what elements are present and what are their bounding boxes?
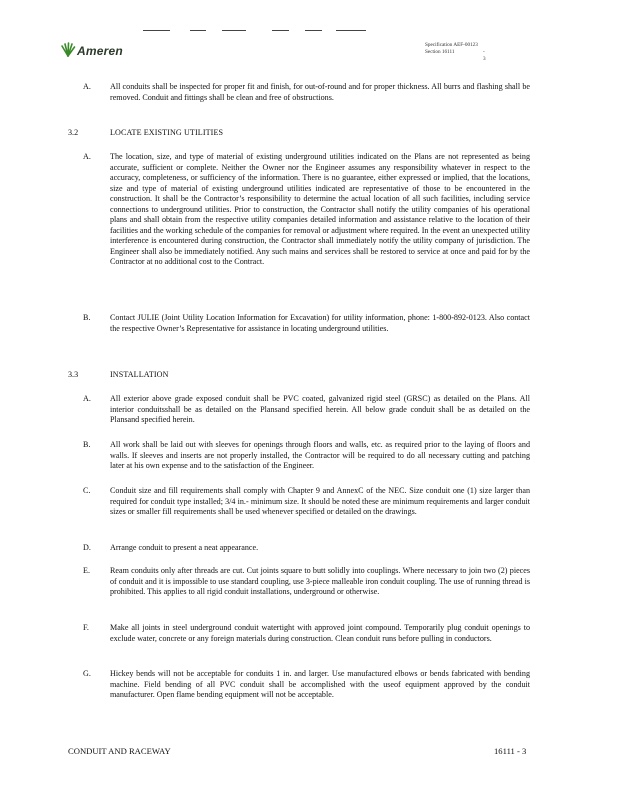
ameren-logo: [60, 40, 180, 64]
section-title: INSTALLATION: [110, 370, 169, 379]
para-letter: C.: [83, 486, 91, 495]
para-letter: F.: [83, 623, 89, 632]
para-3-2-b: Contact JULIE (Joint Utility Location Information for Excavation) for utility information, phone: 1-800-892-0123. Also contact the respective Owner’s Representative for assistance in locating underground utilities.: [110, 313, 530, 333]
para-3-3-c: Conduit size and fill requirements shall comply with Chapter 9 and AnnexC of the NEC. Size conduit one (1) size larger than required for conduit type installed; 3/4 in.- minimum size. It should be noted these are minimum requirements and larger conduit sizes or smaller fill requirements shall be used whenever specified or detailed on the drawings.: [110, 486, 530, 516]
para-3-3-f: Make all joints in steel underground conduit watertight with approved joint compound. Temporarily plug conduit openings to exclude water, concrete or any foreign materials during construction. Clean conduit runs before pulling in conductors.: [110, 623, 530, 643]
spec-line-1: Specification AEF-00123: [425, 42, 478, 48]
spec-line-2: Section 16111: [425, 49, 455, 55]
para-letter: E.: [83, 566, 90, 575]
para-letter: A.: [83, 82, 91, 91]
para-3-2-a: The location, size, and type of material of existing underground utilities indicated on the Plans are not represented as being accurate, sufficient or complete. Neither the Owner nor the Engineer assumes any responsibility whatever in respect to the accuracy, completeness, or sufficiency of the information. There is no guarantee, either expressed or implied, that the locations, size and type of material of existing underground utilities indicated are representative of those to be encountered in the construction. It shall be the Contractor’s responsibility to determine the actual location of all such facilities, including service connections to underground utilities. Prior to construction, the Contractor shall notify the utility companies of his operational plans and shall obtain from the respective utility companies detailed information and assistance relative to the location of their facilities and the working schedule of the companies for removal or adjustment where required. In the event an unexpected utility interference is encountered during construction, the Contractor shall immediately notify the utility company of jurisdiction. The Engineer shall also be immediately notified. Any such mains and services shall be restored to service at once and paid for by the Contractor at no additional cost to the Contract.: [110, 152, 530, 266]
para-letter: A.: [83, 152, 91, 161]
para-letter: B.: [83, 440, 91, 449]
para-3-3-b: All work shall be laid out with sleeves for openings through floors and walls, etc. as required prior to the laying of floors and walls. If sleeves and inserts are not properly installed, the Contractor will be required to do all necessary cutting and patching later at his own expense and to the satisfaction of the Engineer.: [110, 440, 530, 470]
section-title: LOCATE EXISTING UTILITIES: [110, 128, 224, 137]
section-number: 3.2: [68, 128, 79, 137]
para-letter: B.: [83, 313, 91, 322]
ameren-burst-icon: [60, 42, 76, 58]
footer-page-number: 16111 - 3: [494, 746, 527, 756]
para-letter: G.: [83, 669, 91, 678]
para-3-3-d: Arrange conduit to present a neat appearance.: [110, 543, 259, 552]
section-number: 3.3: [68, 370, 79, 379]
header-rules: [0, 30, 618, 34]
para-3-3-e: Ream conduits only after threads are cut. Cut joints square to butt solidly into couplings. Where necessary to join two (2) pieces of conduit and it is impossible to use standard coupling, use 3-piece malleable iron conduit coupling. The use of running thread is prohibited. This applies to all rigid conduit installations, underground or otherwise.: [110, 566, 530, 596]
para-prior-a: All conduits shall be inspected for proper fit and finish, for out-of-round and for proper thickness. All burrs and flashing shall be removed. Conduit and fittings shall be clean and free of obstructions.: [110, 82, 530, 102]
para-3-3-a: All exterior above grade exposed conduit shall be PVC coated, galvanized rigid steel (GRSC) as detailed on the Plans. All interior conduitsshall be as detailed on the Plansand specified herein. All below grade conduit shall be as detailed on the Plansand specified herein.: [110, 394, 530, 424]
para-letter: D.: [83, 543, 91, 552]
spec-header: [425, 42, 486, 62]
footer-title: CONDUIT AND RACEWAY: [68, 746, 171, 756]
spec-page-number: - 3: [483, 49, 486, 62]
logo-text: Ameren: [77, 44, 123, 58]
para-letter: A.: [83, 394, 91, 403]
para-3-3-g: Hickey bends will not be acceptable for conduits 1 in. and larger. Use manufactured elbows or bends fabricated with bending machine. Field bending of all PVC conduit shall be accomplished with the useof equipment approved by the conduit manufacturer. Open flame bending equipment will not be acceptable.: [110, 669, 530, 699]
